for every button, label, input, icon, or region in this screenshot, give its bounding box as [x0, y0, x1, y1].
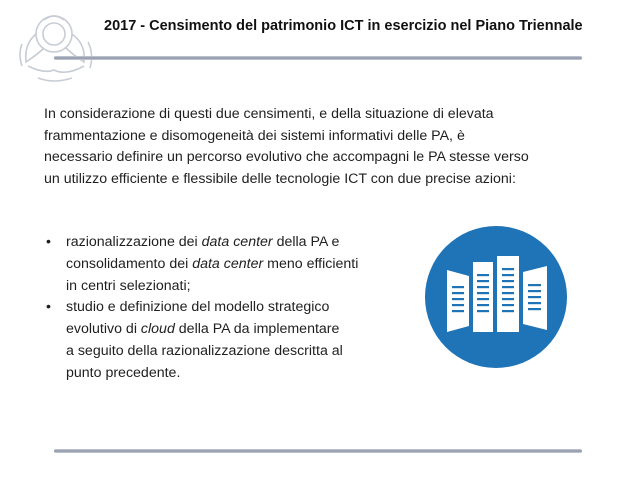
text-run: evolutivo di — [66, 321, 141, 338]
lion-emblem-icon — [14, 4, 100, 88]
intro-line: frammentazione e disomogeneità dei sistemi informativi delle PA, è — [44, 127, 465, 144]
intro-line: un utilizzo efficiente e flessibile delle tecnologie ICT con due precise azioni: — [44, 170, 516, 187]
text-run: della PA da implementare — [174, 321, 340, 338]
bottom-divider — [54, 449, 582, 453]
text-run: consolidamento dei — [66, 255, 193, 272]
list-item-line — [66, 232, 404, 254]
list-item-line — [66, 254, 404, 276]
text-run: della PA e — [272, 234, 340, 250]
list-item-line: a seguito della razionalizzazione descritta al — [66, 342, 343, 359]
intro-line: necessario definire un percorso evolutivo che accompagni le PA stesse verso — [44, 149, 529, 165]
list-item-line: punto precedente. — [66, 364, 181, 381]
list-item — [44, 232, 404, 297]
intro-paragraph — [44, 104, 604, 190]
top-divider — [54, 56, 582, 60]
list-item-line: in centri selezionati; — [66, 277, 191, 294]
italic-term: data center — [201, 234, 273, 250]
data-center-buildings-icon — [425, 226, 567, 368]
list-item-line — [66, 319, 404, 341]
text-run: razionalizzazione dei — [66, 234, 202, 250]
bullet-marker: • — [46, 299, 51, 316]
list-item — [44, 297, 404, 384]
text-run: meno efficienti — [263, 255, 359, 272]
list-item-line: studio e definizione del modello strategico — [66, 299, 330, 316]
italic-term: data center — [192, 255, 264, 272]
page-title: 2017 - Censimento del patrimonio ICT in esercizio nel Piano Triennale — [104, 18, 583, 34]
bullet-marker: • — [46, 234, 51, 250]
italic-term: cloud — [140, 321, 175, 338]
intro-line: In considerazione di questi due censimenti, e della situazione di elevata — [44, 106, 494, 122]
actions-list — [44, 232, 404, 385]
